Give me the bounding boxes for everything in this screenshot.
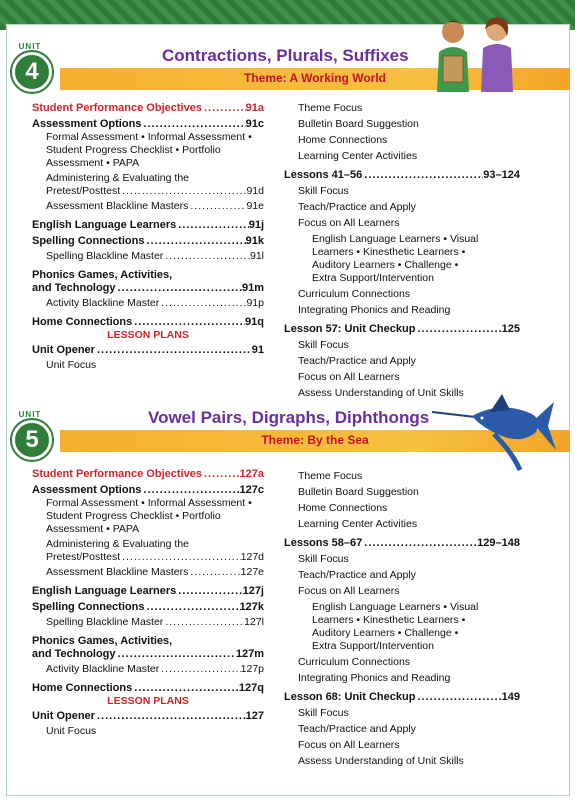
toc-subitem: Teach/Practice and Apply xyxy=(298,569,416,581)
marlin-illustration-icon xyxy=(432,392,557,472)
toc-subitem: Integrating Phonics and Reading xyxy=(298,672,451,684)
toc-entry[interactable]: Student Performance Objectives ..... 91a xyxy=(32,102,264,115)
unit-tag: UNIT xyxy=(18,42,42,51)
toc-subitem: Teach/Practice and Apply xyxy=(298,355,416,367)
lesson-plans-heading: LESSON PLANS xyxy=(107,329,189,341)
toc-subitem: Skill Focus xyxy=(298,707,349,719)
toc-subitem: Focus on All Learners xyxy=(298,217,400,229)
toc-entry[interactable]: and Technology ..... 91m xyxy=(32,282,264,295)
toc-subitem: Unit Focus xyxy=(46,359,97,371)
toc-subitem: Teach/Practice and Apply xyxy=(298,201,416,213)
toc-subitem: Home Connections xyxy=(298,502,388,514)
toc-subitem: Student Progress Checklist • Portfolio xyxy=(46,510,221,522)
lesson-plans-heading: LESSON PLANS xyxy=(107,695,189,707)
toc-subitem: Skill Focus xyxy=(298,339,349,351)
unit-theme: Theme: By the Sea xyxy=(261,433,369,447)
workers-illustration-icon xyxy=(425,14,525,92)
toc-subitem: Unit Focus xyxy=(46,725,97,737)
toc-subitem: Assess Understanding of Unit Skills xyxy=(298,387,464,399)
toc-subitem: Focus on All Learners xyxy=(298,371,400,383)
toc-subitem: Administering & Evaluating the xyxy=(46,538,189,550)
toc-subitem: Learning Center Activities xyxy=(298,518,418,530)
toc-subitem: Learners • Kinesthetic Learners • xyxy=(312,614,466,626)
toc-subitem: Administering & Evaluating the xyxy=(46,172,189,184)
unit-5-right-column xyxy=(284,470,520,768)
toc-entry[interactable]: Lessons 58–67 ..... 129–148 xyxy=(284,537,520,550)
toc-subitem: Curriculum Connections xyxy=(298,656,411,668)
toc-entry[interactable]: Lesson 68: Unit Checkup ..... 149 xyxy=(284,691,520,704)
unit-badge: 5 xyxy=(12,420,52,460)
unit-badge: 4 xyxy=(12,52,52,92)
toc-subentry[interactable]: Spelling Blackline Master ..... 127l xyxy=(32,616,264,629)
unit-4-right-column xyxy=(284,102,520,400)
toc-subitem: Learners • Kinesthetic Learners • xyxy=(312,246,466,258)
toc-entry[interactable]: Unit Opener ..... 91 xyxy=(32,344,264,357)
toc-entry[interactable]: Assessment Options ..... 127c xyxy=(32,484,264,497)
toc-subitem: Integrating Phonics and Reading xyxy=(298,304,451,316)
toc-subitem: Student Progress Checklist • Portfolio xyxy=(46,144,221,156)
unit-4-left-column xyxy=(32,102,264,372)
toc-entry[interactable]: Home Connections ..... 127q xyxy=(32,682,264,695)
toc-subitem: Extra Support/Intervention xyxy=(312,272,434,284)
toc-subitem: Theme Focus xyxy=(298,102,363,114)
unit-title: Vowel Pairs, Digraphs, Diphthongs xyxy=(148,408,430,427)
toc-subitem: Focus on All Learners xyxy=(298,739,400,751)
toc-subitem: Theme Focus xyxy=(298,470,363,482)
toc-subitem: Focus on All Learners xyxy=(298,585,400,597)
unit-tag: UNIT xyxy=(18,410,42,419)
toc-subitem: Bulletin Board Suggestion xyxy=(298,118,419,130)
toc-subitem: Learning Center Activities xyxy=(298,150,418,162)
toc-subentry[interactable]: Pretest/Posttest ..... 127d xyxy=(32,551,264,564)
toc-subitem: Curriculum Connections xyxy=(298,288,411,300)
toc-subentry[interactable]: Pretest/Posttest ..... 91d xyxy=(32,185,264,198)
toc-entry[interactable]: Unit Opener ..... 127 xyxy=(32,710,264,723)
toc-subitem: Assessment • PAPA xyxy=(46,523,140,535)
toc-subitem: Formal Assessment • Informal Assessment • xyxy=(46,497,252,509)
toc-subentry[interactable]: Activity Blackline Master ..... 91p xyxy=(32,297,264,310)
toc-subitem: English Language Learners • Visual xyxy=(312,601,479,613)
toc-entry[interactable]: Lesson 57: Unit Checkup ..... 125 xyxy=(284,323,520,336)
unit-title: Contractions, Plurals, Suffixes xyxy=(162,46,409,65)
toc-subitem: Auditory Learners • Challenge • xyxy=(312,627,459,639)
toc-subitem: Teach/Practice and Apply xyxy=(298,723,416,735)
toc-subitem: Auditory Learners • Challenge • xyxy=(312,259,459,271)
toc-subitem: Skill Focus xyxy=(298,185,349,197)
toc-subitem: Home Connections xyxy=(298,134,388,146)
toc-entry[interactable]: English Language Learners ..... 91j xyxy=(32,219,264,232)
toc-subitem: Assessment • PAPA xyxy=(46,157,140,169)
toc-entry[interactable]: and Technology ..... 127m xyxy=(32,648,264,661)
toc-subentry[interactable]: Assessment Blackline Masters ..... 91e xyxy=(32,200,264,213)
toc-subitem: Skill Focus xyxy=(298,553,349,565)
toc-subitem: Formal Assessment • Informal Assessment • xyxy=(46,131,252,143)
toc-entry[interactable]: Home Connections ..... 91q xyxy=(32,316,264,329)
unit-theme: Theme: A Working World xyxy=(243,71,386,85)
toc-subentry[interactable]: Spelling Blackline Master ..... 91l xyxy=(32,250,264,263)
toc-entry[interactable]: Student Performance Objectives ..... 127a xyxy=(32,468,264,481)
toc-subentry[interactable]: Assessment Blackline Masters ..... 127e xyxy=(32,566,264,579)
toc-subentry[interactable]: Activity Blackline Master ..... 127p xyxy=(32,663,264,676)
toc-entry[interactable]: Spelling Connections ..... 91k xyxy=(32,235,264,248)
toc-entry[interactable]: Spelling Connections ..... 127k xyxy=(32,601,264,614)
unit-5-left-column xyxy=(32,468,264,738)
toc-entry[interactable]: English Language Learners ..... 127j xyxy=(32,585,264,598)
toc-entry[interactable]: Assessment Options ..... 91c xyxy=(32,118,264,131)
toc-subitem: Assess Understanding of Unit Skills xyxy=(298,755,464,767)
toc-subitem: Extra Support/Intervention xyxy=(312,640,434,652)
toc-entry-label: Phonics Games, Activities, xyxy=(32,269,173,281)
toc-subitem: Bulletin Board Suggestion xyxy=(298,486,419,498)
toc-entry[interactable]: Lessons 41–56 ..... 93–124 xyxy=(284,169,520,182)
toc-entry-label: Phonics Games, Activities, xyxy=(32,635,173,647)
toc-subitem: English Language Learners • Visual xyxy=(312,233,479,245)
